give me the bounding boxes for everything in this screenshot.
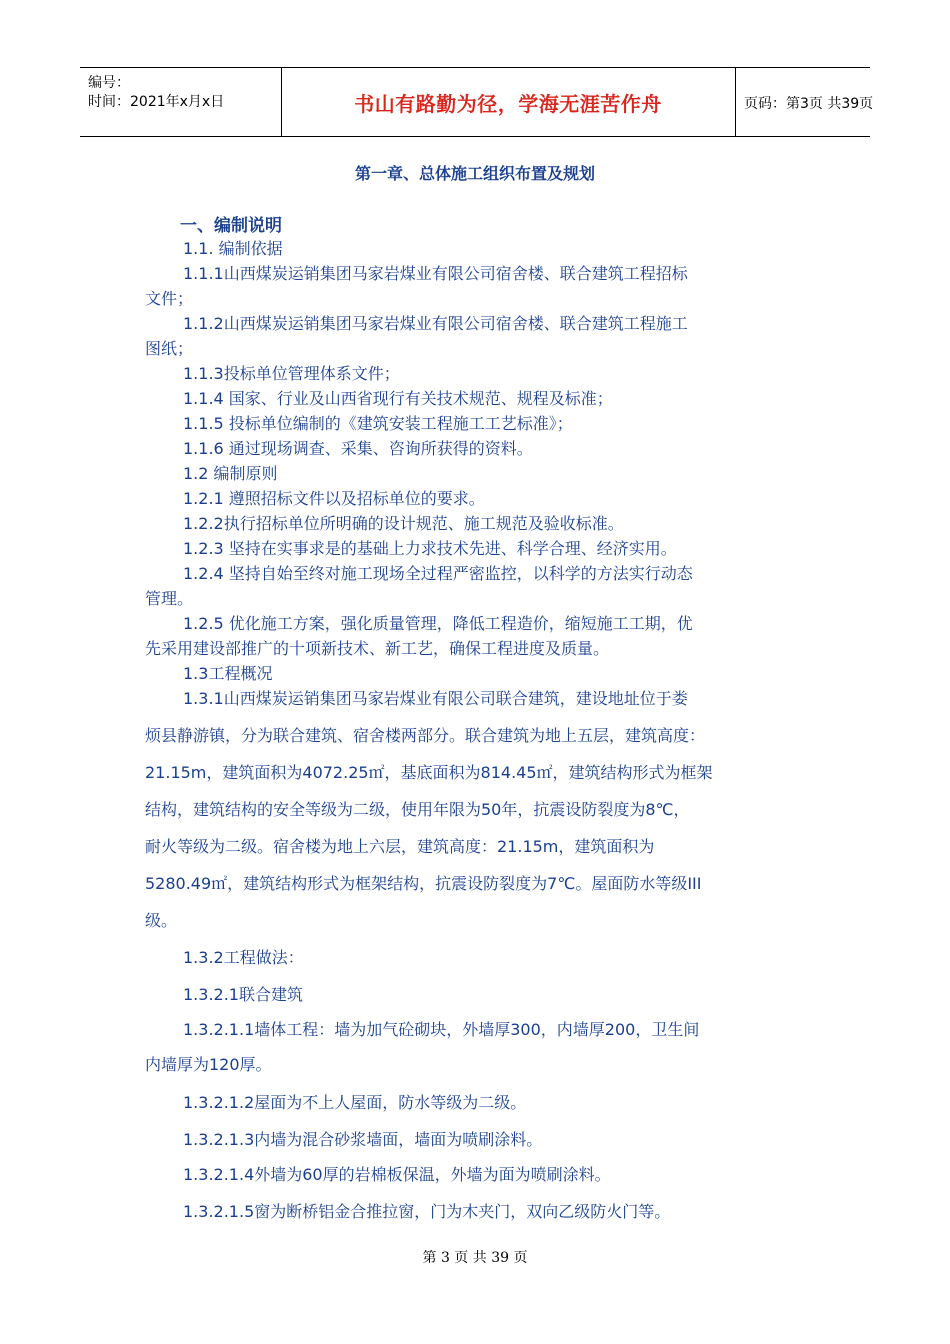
paragraph-line: 1.1.3投标单位管理体系文件；	[183, 364, 400, 383]
paragraph-line: 图纸；	[145, 339, 194, 358]
paragraph-line: 内墙厚为120厚。	[145, 1055, 272, 1074]
paragraph-line: 耐火等级为二级。宿舍楼为地上六层，建筑高度：21.15m，建筑面积为	[145, 837, 655, 856]
paragraph-line: 1.2.5 优化施工方案，强化质量管理，降低工程造价，缩短施工工期，优	[183, 614, 693, 633]
document-date-label: 时间：2021年x月x日	[88, 94, 225, 110]
paragraph-line: 1.3.2工程做法：	[183, 948, 304, 967]
paragraph-line: 1.3.1山西煤炭运销集团马家岩煤业有限公司联合建筑，建设地址位于娄	[183, 689, 688, 708]
paragraph-line: 21.15m，建筑面积为4072.25㎡，基底面积为814.45㎡，建筑结构形式为框架	[145, 763, 713, 782]
section-heading: 一、编制说明	[180, 216, 282, 236]
paragraph-line: 1.1.2山西煤炭运销集团马家岩煤业有限公司宿舍楼、联合建筑工程施工	[183, 314, 688, 333]
paragraph-line: 1.2.4 坚持自始至终对施工现场全过程严密监控，以科学的方法实行动态	[183, 564, 693, 583]
paragraph-line: 5280.49㎡，建筑结构形式为框架结构，抗震设防裂度为7℃。屋面防水等级III	[145, 874, 702, 893]
paragraph-line: 1.1.1山西煤炭运销集团马家岩煤业有限公司宿舍楼、联合建筑工程招标	[183, 264, 688, 283]
paragraph-line: 1.3.2.1.5窗为断桥铝金合推拉窗，门为木夹门，双向乙级防火门等。	[183, 1202, 671, 1221]
document-number-label: 编号：	[88, 75, 130, 91]
paragraph-line: 结构，建筑结构的安全等级为二级，使用年限为50年，抗震设防裂度为8℃，	[145, 800, 690, 819]
paragraph-line: 管理。	[145, 589, 194, 608]
paragraph-line: 1.1.4 国家、行业及山西省现行有关技术规范、规程及标准；	[183, 389, 613, 408]
paragraph-line: 1.3.2.1.4外墙为60厚的岩棉板保温，外墙为面为喷刷涂料。	[183, 1165, 611, 1184]
header-page-cell	[736, 68, 874, 136]
subsection-heading: 1.2 编制原则	[183, 464, 278, 483]
paragraph-line: 烦县静游镇，分为联合建筑、宿舍楼两部分。联合建筑为地上五层，建筑高度：	[145, 726, 706, 745]
paragraph-line: 先采用建设部推广的十项新技术、新工艺，确保工程进度及质量。	[145, 639, 610, 658]
header-motto-cell	[281, 68, 736, 136]
paragraph-line: 文件；	[145, 289, 194, 308]
paragraph-line: 1.3.2.1.2屋面为不上人屋面，防水等级为二级。	[183, 1093, 527, 1112]
paragraph-line: 1.1.6 通过现场调查、采集、咨询所获得的资料。	[183, 439, 533, 458]
paragraph-line: 1.2.1 遵照招标文件以及招标单位的要求。	[183, 489, 485, 508]
paragraph-line: 1.3.2.1联合建筑	[183, 985, 303, 1004]
paragraph-line: 1.3.2.1.1墙体工程：墙为加气砼砌块，外墙厚300，内墙厚200，卫生间	[183, 1020, 700, 1039]
page-header	[80, 67, 874, 137]
paragraph-line: 1.3.2.1.3内墙为混合砂浆墙面，墙面为喷刷涂料。	[183, 1130, 543, 1149]
subsection-heading: 1.1. 编制依据	[183, 239, 283, 258]
chapter-title: 第一章、总体施工组织布置及规划	[354, 164, 595, 183]
paragraph-line: 级。	[145, 911, 178, 930]
page-footer: 第 3 页 共 39 页	[422, 1250, 528, 1266]
header-motto: 书山有路勤为径，学海无涯苦作舟	[354, 92, 662, 116]
paragraph-line: 1.1.5 投标单位编制的《建筑安装工程施工工艺标准》；	[183, 414, 573, 433]
header-page-number: 页码：第3页 共39页	[744, 96, 874, 112]
subsection-heading: 1.3工程概况	[183, 664, 273, 683]
paragraph-line: 1.2.3 坚持在实事求是的基础上力求技术先进、科学合理、经济实用。	[183, 539, 677, 558]
header-meta-cell	[80, 68, 282, 136]
paragraph-line: 1.2.2执行招标单位所明确的设计规范、施工规范及验收标准。	[183, 514, 624, 533]
